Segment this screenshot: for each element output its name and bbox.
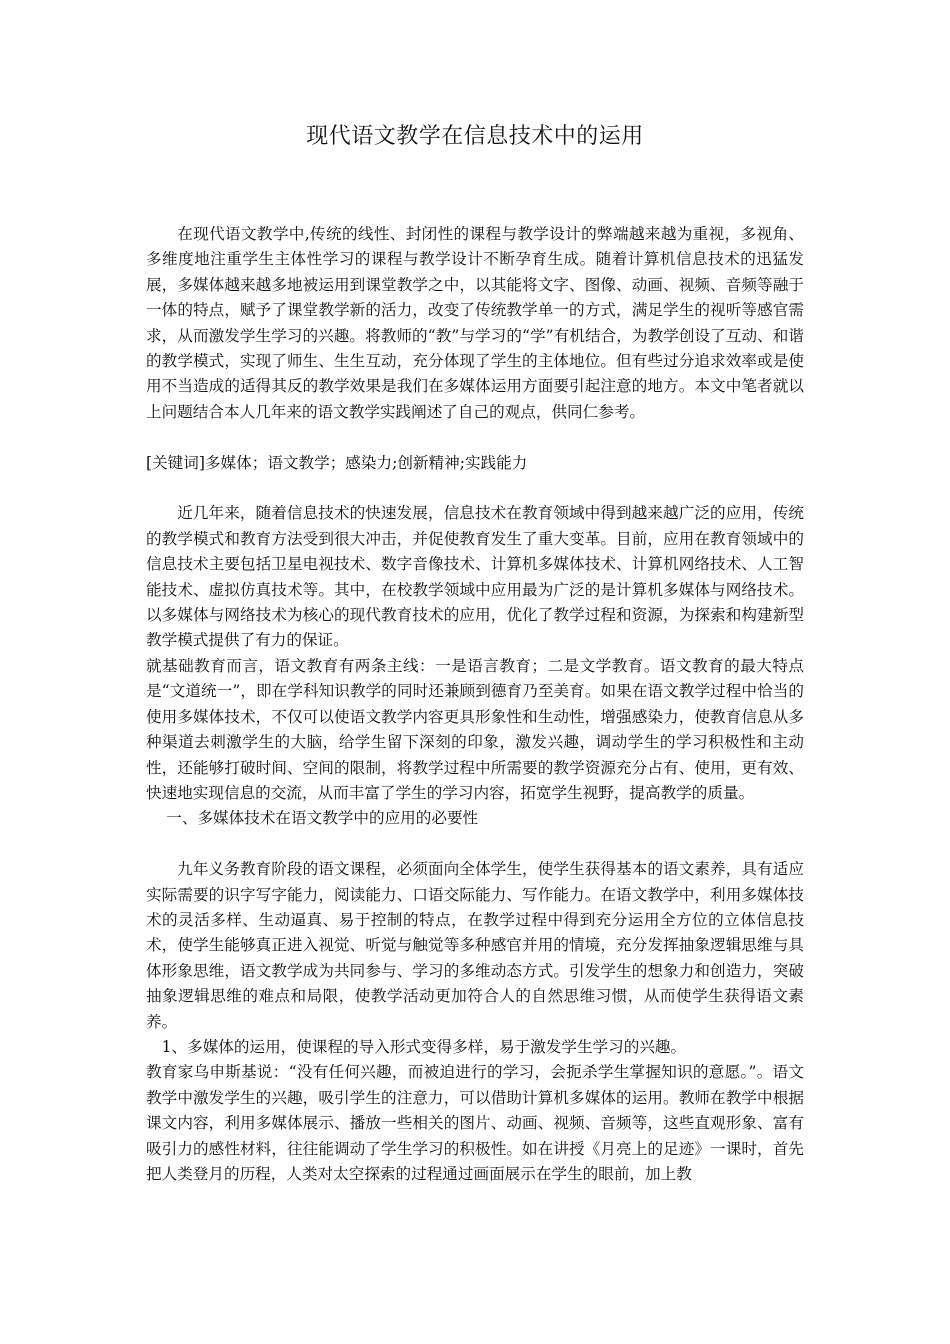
- section-1-heading: 一、多媒体技术在语文教学中的应用的必要性: [166, 809, 479, 828]
- document-title: 现代语文教学在信息技术中的运用: [306, 124, 644, 149]
- intro-paragraph-2: 就基础教育而言，语文教育有两条主线：一是语言教育；二是文学教育。语文教育的最大特点是“文道统一”，即在学科知识教学的同时还兼顾到德育乃至美育。如果在语文教学过程中恰当的使用多媒体技术，不仅可以使语文教学内容更具形象性和生动性，增强感染力，使教育信息从多种渠道去刺激学生的大脑，给学生留下深刻的印象，激发兴趣，调动学生的学习积极性和主动性，还能够打破时间、空间的限制，将教学过程中所需要的教学资源充分占有、使用，更有效、快速地实现信息的交流，从而丰富了学生的学习内容，拓宽学生视野，提高教学的质量。: [146, 656, 804, 802]
- point-1-paragraph: 教育家乌申斯基说：“没有任何兴趣，而被迫进行的学习，会扼杀学生掌握知识的意愿。”。语文教学中激发学生的兴趣，吸引学生的注意力，可以借助计算机多媒体的运用。教师在教学中根据课文内容，利用多媒体展示、播放一些相关的图片、动画、视频、音频等，这些直观形象、富有吸引力的感性材料，往往能调动了学生学习的积极性。如在讲授《月亮上的足迹》一课时，首先把人类登月的历程，人类对太空探索的过程通过画面展示在学生的眼前，加上教: [146, 1063, 804, 1183]
- keywords-line: [关键词]多媒体；语文教学；感染力;创新精神;实践能力: [146, 453, 528, 472]
- abstract-paragraph: 在现代语文教学中,传统的线性、封闭性的课程与教学设计的弊端越来越为重视，多视角、多维度地注重学生主体性学习的课程与教学设计不断孕育生成。随着计算机信息技术的迅猛发展，多媒体越来越多地被运用到课堂教学之中，以其能将文字、图像、动画、视频、音频等融于一体的特点，赋予了课堂教学新的活力，改变了传统教学单一的方式，满足学生的视听等感官需求，从而激发学生学习的兴趣。将教师的“教”与学习的“学”有机结合，为教学创设了互动、和谐的教学模式，实现了师生、生生互动，充分体现了学生的主体地位。但有些过分追求效率或是使用不当造成的适得其反的教学效果是我们在多媒体运用方面要引起注意的地方。本文中笔者就以上问题结合本人几年来的语文教学实践阐述了自己的观点，供同仁参考。: [146, 225, 804, 421]
- point-1-heading: 1、多媒体的运用，使课程的导入形式变得多样，易于激发学生学习的兴趣。: [161, 1037, 687, 1056]
- blank-line: [146, 476, 804, 501]
- blank-line: [146, 832, 804, 857]
- intro-paragraph-1: 近几年来，随着信息技术的快速发展，信息技术在教育领域中得到越来越广泛的应用，传统的教学模式和教育方法受到很大冲击，并促使教育发生了重大变革。目前，应用在教育领域中的信息技术主要包括卫星电视技术、数字音像技术、计算机多媒体技术、计算机网络技术、人工智能技术、虚拟仿真技术等。其中，在校教学领域中应用最为广泛的是计算机多媒体与网络技术。以多媒体与网络技术为核心的现代教育技术的应用，优化了教学过程和资源，为探索和构建新型教学模式提供了有力的保证。: [146, 504, 804, 650]
- section-1-paragraph: 九年义务教育阶段的语文课程，必须面向全体学生，使学生获得基本的语文素养，具有适应实际需要的识字写字能力，阅读能力、口语交际能力、写作能力。在语文教学中，利用多媒体技术的灵活多样、生动逼真、易于控制的特点，在教学过程中得到充分运用全方位的立体信息技术，使学生能够真正进入视觉、听觉与触觉等多种感官并用的情境，充分发挥抽象逻辑思维与具体形象思维，语文教学成为共同参与、学习的多维动态方式。引发学生的想象力和创造力，突破抽象逻辑思维的难点和局限，使教学活动更加符合人的自然思维习惯，从而使学生获得语文素养。: [146, 860, 804, 1031]
- document-body: [146, 222, 804, 1187]
- blank-line: [146, 425, 804, 450]
